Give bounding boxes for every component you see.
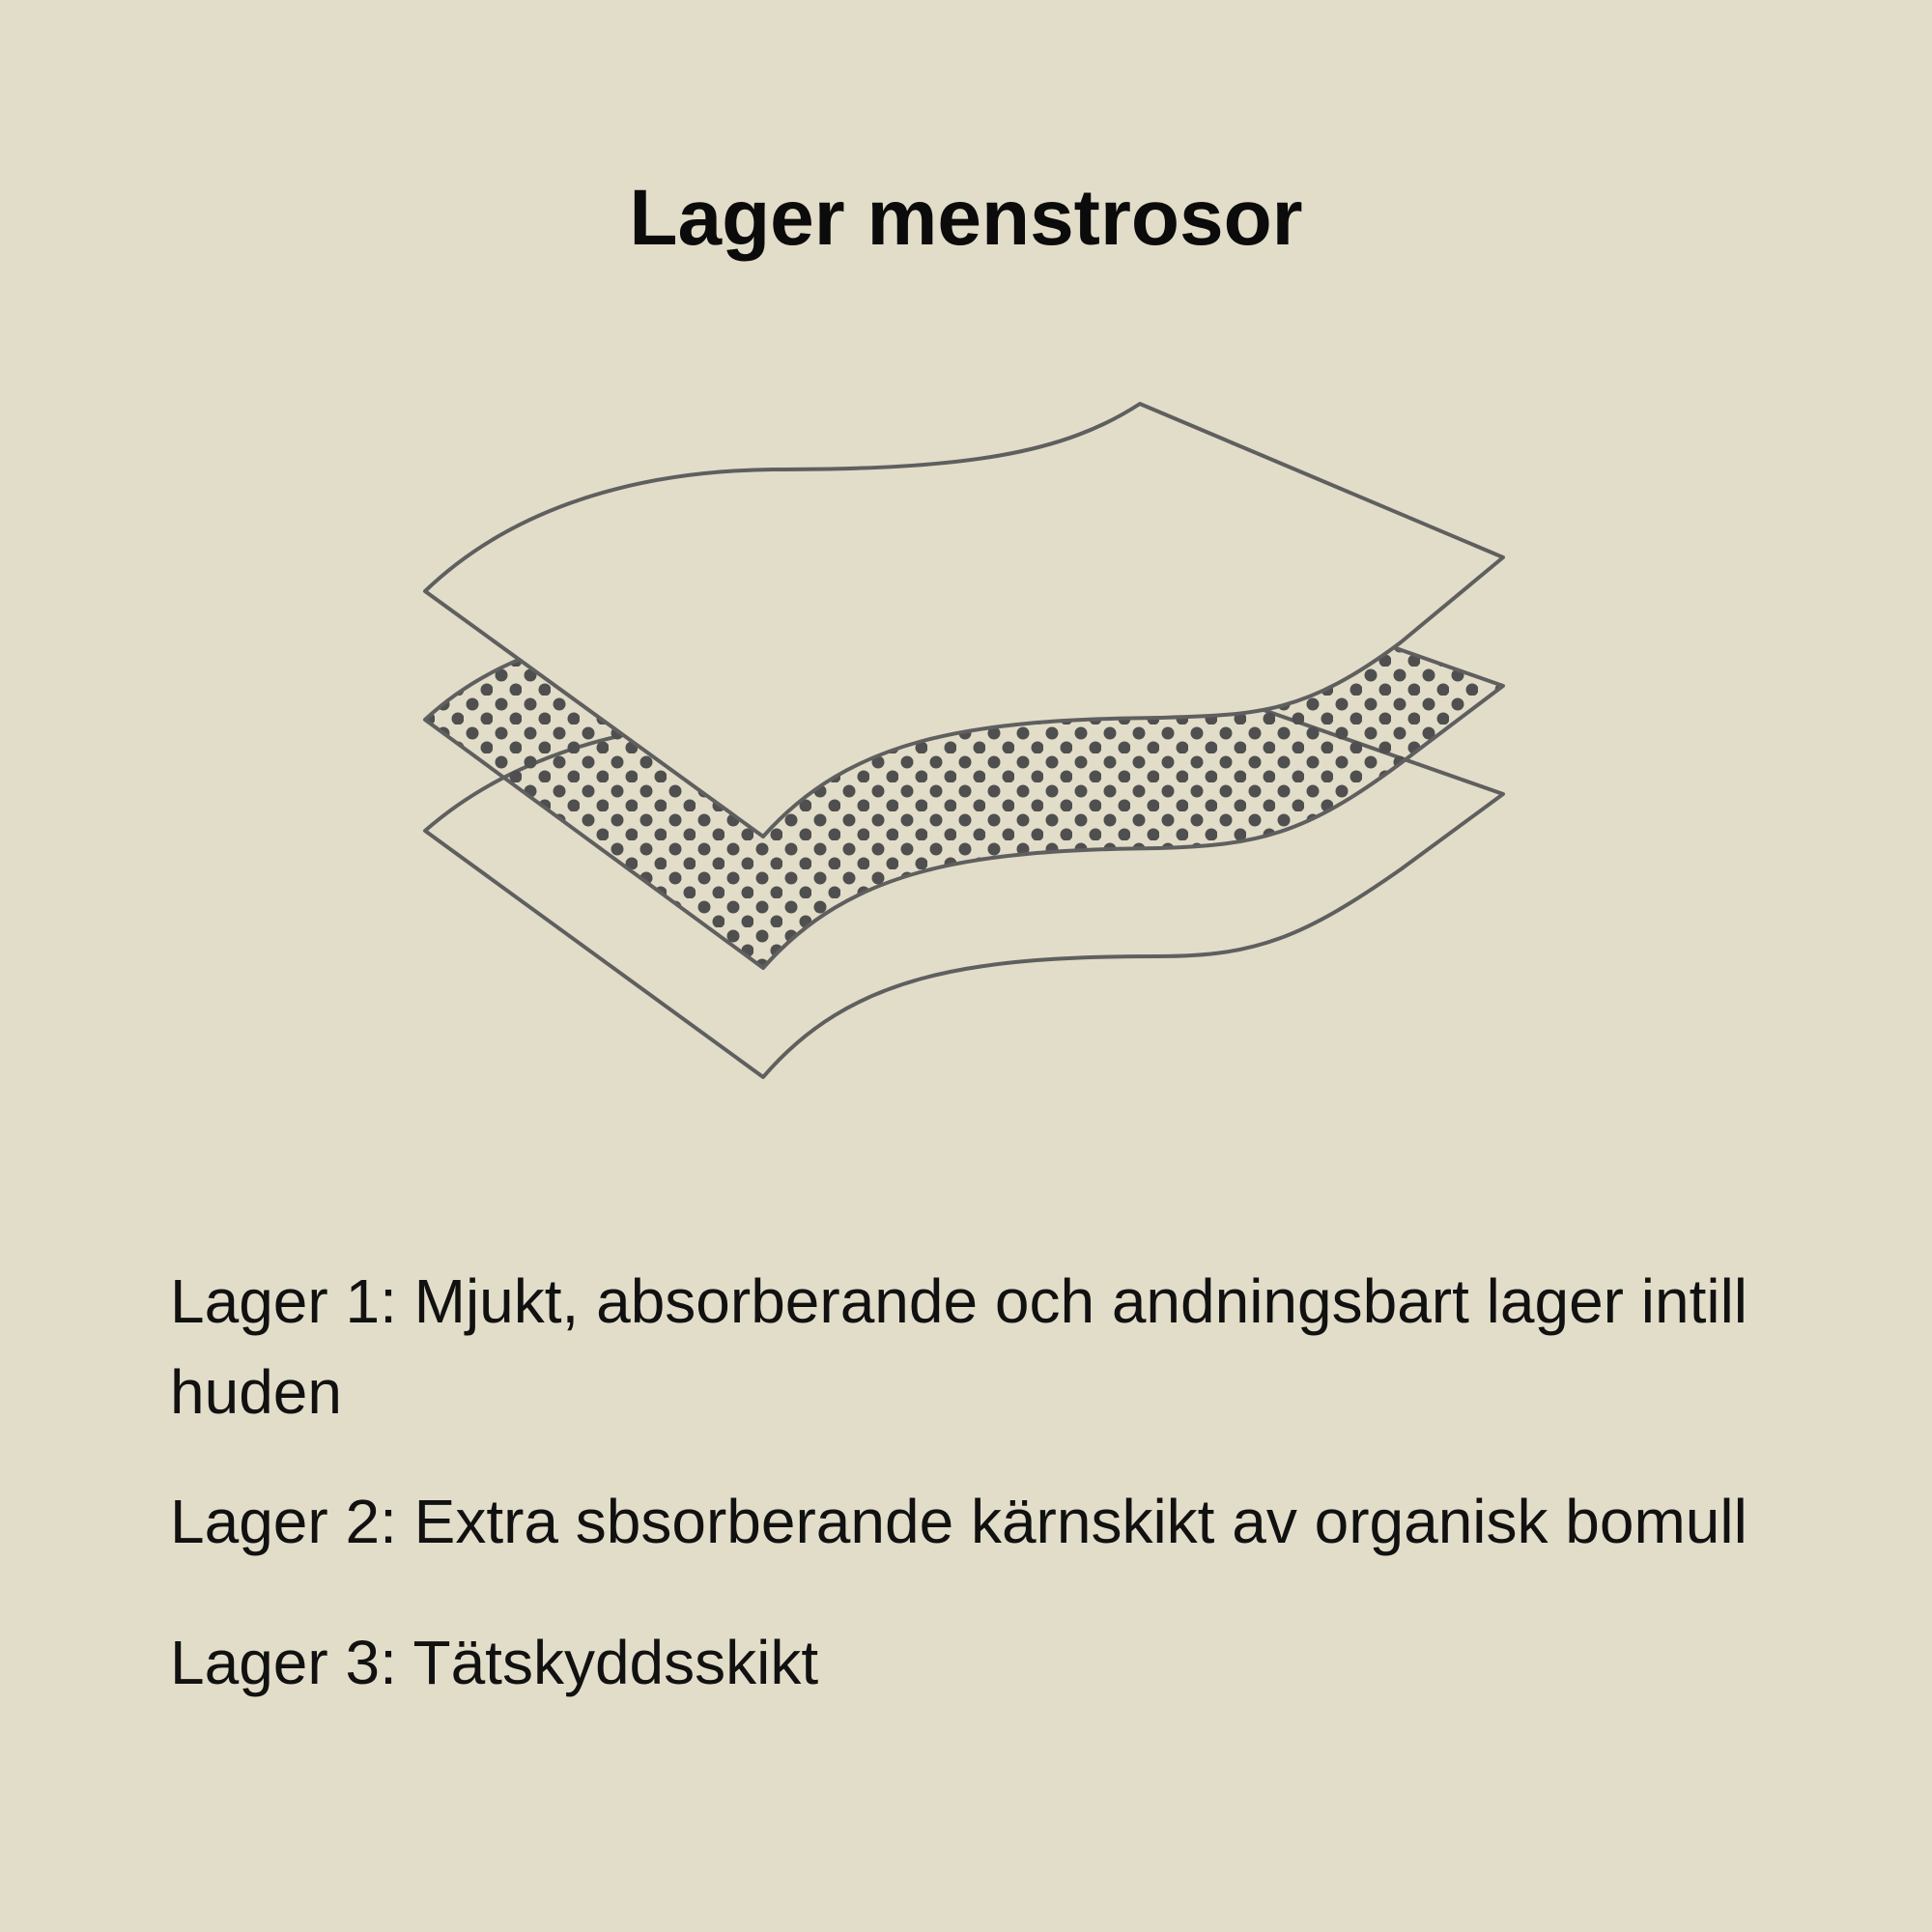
layer-3-description: Lager 3: Tätskyddsskikt (170, 1628, 819, 1697)
layer-1-description: Lager 1: Mjukt, absorberande och andningsbart lager intill huden (170, 1266, 1747, 1427)
layer-2-description: Lager 2: Extra sbsorberande kärnskikt av organisk bomull (170, 1487, 1747, 1556)
page-title: Lager menstrosor (629, 174, 1303, 262)
layer-descriptions (170, 1256, 1812, 1708)
